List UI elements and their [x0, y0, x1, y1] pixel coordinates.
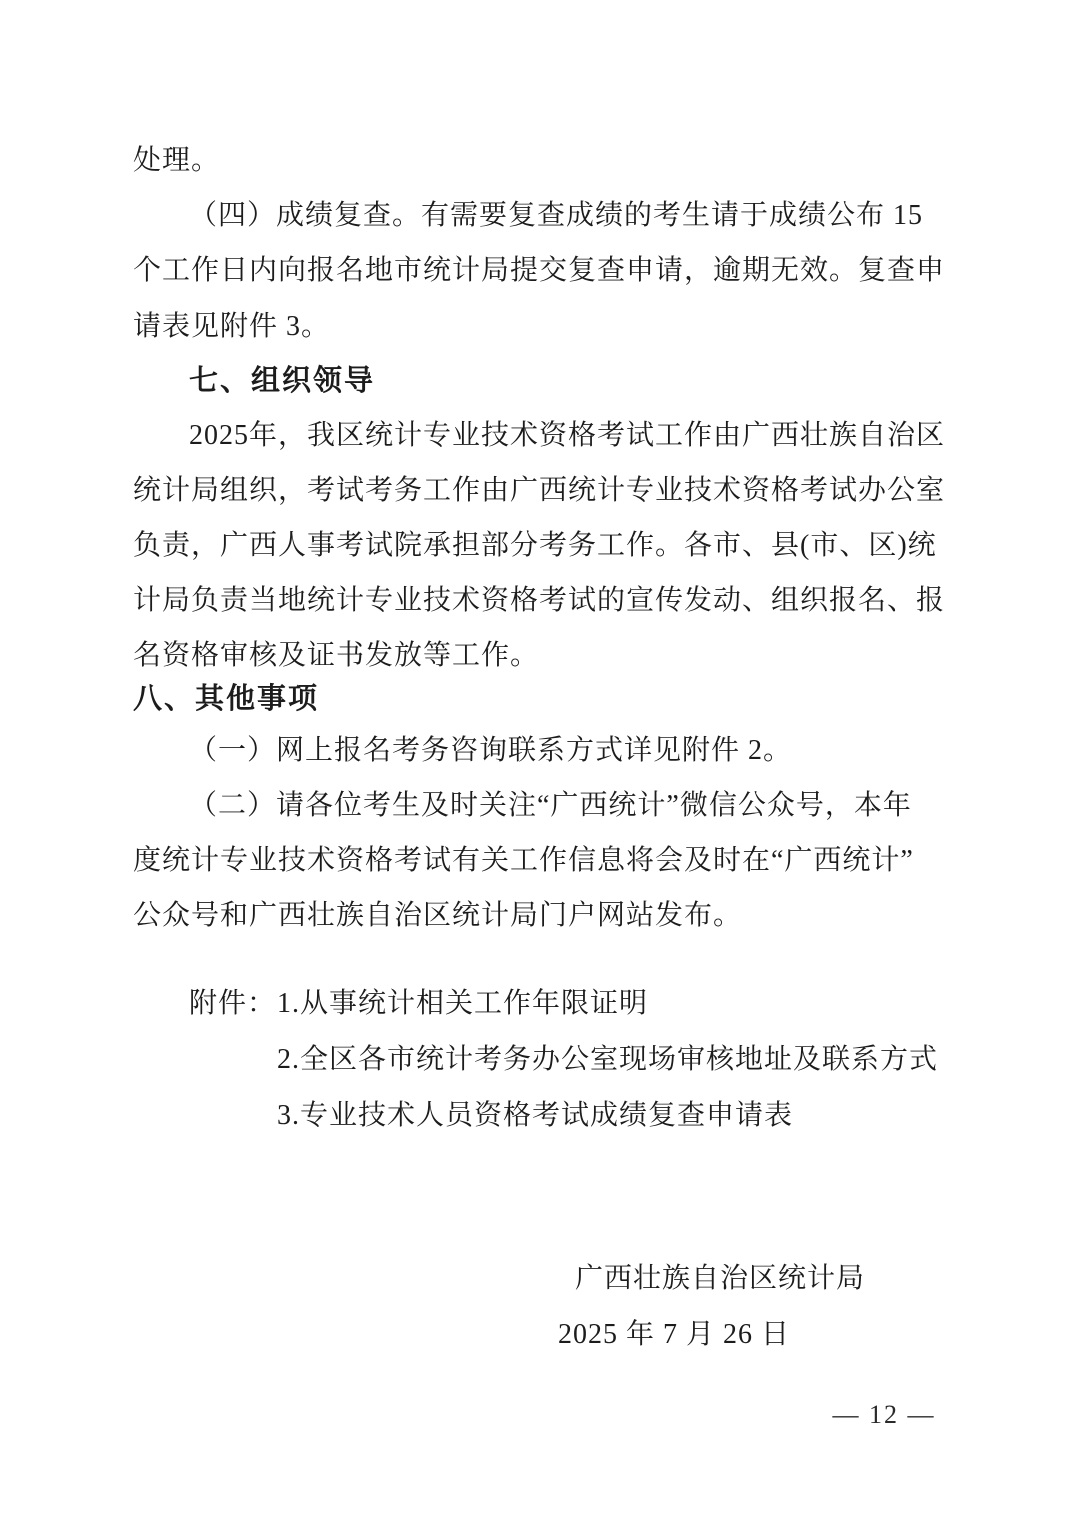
item4-line-1: （四）成绩复查。有需要复查成绩的考生请于成绩公布 15	[189, 200, 924, 231]
section-7-line-5: 名资格审核及证书发放等工作。	[133, 640, 540, 671]
attachment-item-2: 2.全区各市统计考务办公室现场审核地址及联系方式	[277, 1044, 939, 1075]
signature-org: 广西壮族自治区统计局	[575, 1263, 866, 1294]
attachments-line-1	[189, 986, 648, 1022]
section-7-line-3: 负责，广西人事考试院承担部分考务工作。各市、县(市、区)统	[133, 530, 937, 561]
item4-line-2: 个工作日内向报名地市统计局提交复查申请，逾期无效。复查申	[133, 255, 946, 286]
section-8-item-2-line-2: 度统计专业技术资格考试有关工作信息将会及时在“广西统计”	[133, 845, 914, 876]
section-7-line-1: 2025年，我区统计专业技术资格考试工作由广西壮族自治区	[189, 420, 946, 451]
section-8-item-1: （一）网上报名考务咨询联系方式详见附件 2。	[189, 735, 793, 766]
section-8-item-2-line-3: 公众号和广西壮族自治区统计局门户网站发布。	[133, 900, 743, 931]
item4-line-3: 请表见附件 3。	[133, 311, 331, 342]
section-7-heading: 七、组织领导	[189, 365, 376, 397]
attachments-label: 附件：	[189, 988, 277, 1019]
attachment-item-3: 3.专业技术人员资格考试成绩复查申请表	[277, 1100, 794, 1131]
attachment-item-1: 1.从事统计相关工作年限证明	[277, 988, 649, 1019]
signature-date: 2025 年 7 月 26 日	[558, 1319, 791, 1350]
section-8-item-2-line-1: （二）请各位考生及时关注“广西统计”微信公众号，本年	[189, 790, 912, 821]
section-8-heading: 八、其他事项	[133, 683, 320, 715]
paragraph-end-line: 处理。	[133, 145, 221, 176]
page-number: — 12 —	[832, 1400, 936, 1429]
section-7-line-4: 计局负责当地统计专业技术资格考试的宣传发动、组织报名、报	[133, 585, 946, 616]
section-7-line-2: 统计局组织，考试考务工作由广西统计专业技术资格考试办公室	[133, 475, 946, 506]
